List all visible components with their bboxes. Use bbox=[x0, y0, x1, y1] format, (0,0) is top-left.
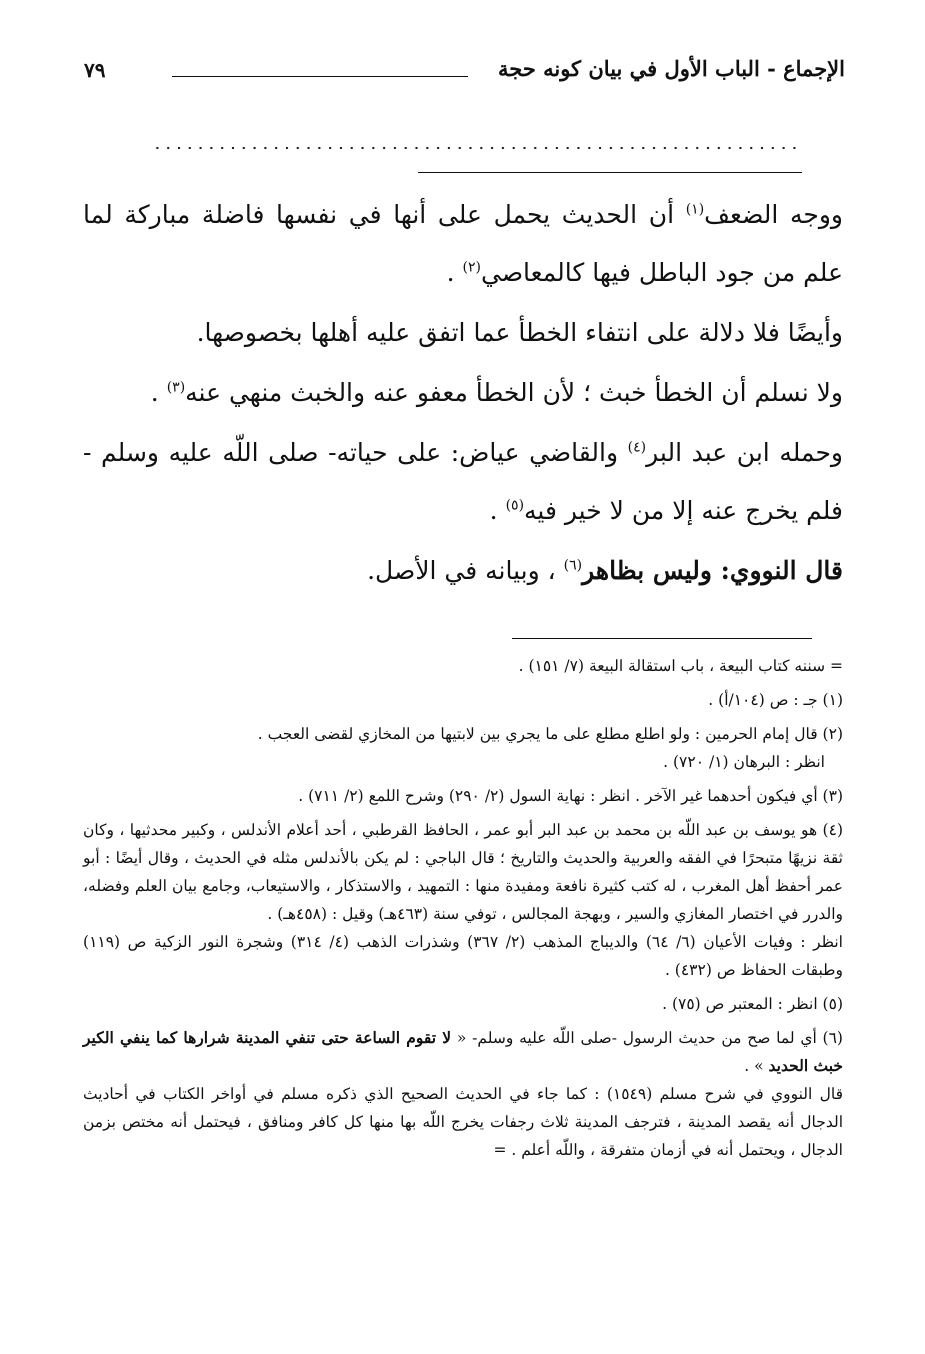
footnote-5: (٥) انظر : المعتبر ص (٧٥) . bbox=[662, 995, 843, 1013]
paragraph-1 bbox=[83, 186, 843, 302]
paragraph-text: . bbox=[446, 258, 463, 287]
footnote-4: (٤) هو يوسف بن عبد اللّه بن محمد بن عبد البر أبو عمر ، الحافظ القرطبي ، أحد أعلام الأندلس ، وكبير محدثيها ، وكان ثقة نزيهًا متبحرًا في الفقه والعربية والحديث والتاريخ ؛ قال الباجي : لم يكن بالأندلس مثله في الحديث ، وقال أيضًا : أبو عمر أحفظ أهل المغرب ، له كتب كثيرة نافعة ومفيدة منها : التمهيد ، والاستذكار ، والاستيعاب، وجامع بيان العلم وفضله، والدرر في اختصار المغازي والسير ، وبهجة المجالس ، توفي سنة (٤٦٣هـ) وقيل : (٤٥٨هـ) . bbox=[83, 821, 843, 923]
paragraph-text: . bbox=[150, 378, 167, 407]
paragraph-text: والقاضي عياض: على حياته- صلى اللّه عليه وسلم - فلم يخرج عنه إلا من لا خير فيه bbox=[83, 438, 843, 525]
footnote-2-reference: انظر : البرهان (١/ ٧٢٠) . bbox=[663, 753, 825, 771]
paragraph-text: ووجه الضعف bbox=[704, 200, 843, 229]
paragraph-4 bbox=[83, 424, 843, 540]
paragraph-5 bbox=[83, 542, 843, 600]
footnote-4-references: انظر : وفيات الأعيان (٦/ ٦٤) والديباج المذهب (٢/ ٣٦٧) وشذرات الذهب (٤/ ٣١٤) وشجرة النور الزكية ص (١١٩) وطبقات الحفاظ ص (٤٣٢) . bbox=[83, 933, 843, 979]
footnote-ref-6: (٦) bbox=[563, 557, 583, 574]
footnote-1: (١) جـ : ص (١٠٤/أ) . bbox=[708, 691, 843, 709]
footnote-2: (٢) قال إمام الحرمين : ولو اطلع مطلع على ما يجري بين لابتيها من المخازي لقضى العجب . bbox=[257, 725, 843, 743]
footnotes bbox=[83, 652, 843, 1164]
footnote-ref-1: (١) bbox=[685, 201, 705, 218]
page-number: ٧٩ bbox=[84, 58, 106, 82]
footnote-carryover: = سننه كتاب البيعة ، باب استقالة البيعة (٧/ ١٥١) . bbox=[518, 657, 843, 675]
footnote-text: (٦) أي لما صح من حديث الرسول -صلى اللّه عليه وسلم- « bbox=[451, 1029, 843, 1047]
header-rule bbox=[172, 76, 468, 77]
paragraph-3 bbox=[83, 364, 843, 422]
paragraph-2: وأيضًا فلا دلالة على انتفاء الخطأ عما اتفق عليه أهلها بخصوصها. bbox=[196, 318, 843, 347]
paragraph-text: ، وبيانه في الأصل. bbox=[367, 556, 564, 585]
footnote-ref-2: (٢) bbox=[462, 259, 481, 276]
footnote-rule bbox=[512, 638, 812, 639]
paragraph-text: ولا نسلم أن الخطأ خبث ؛ لأن الخطأ معفو عنه والخبث منهي عنه bbox=[185, 378, 843, 407]
footnote-ref-4: (٤) bbox=[627, 439, 647, 456]
top-rule bbox=[418, 172, 802, 173]
footnote-ref-3: (٣) bbox=[166, 379, 186, 396]
main-text bbox=[83, 186, 843, 600]
dotted-separator bbox=[152, 146, 802, 150]
hadith-quote: لا تقوم الساعة حتى تنفي المدينة شرارها كما ينفي الكير خبث الحديد bbox=[83, 1028, 843, 1075]
paragraph-text: . bbox=[489, 496, 506, 525]
footnote-6-commentary: قال النووي في شرح مسلم (١٥٤٩) : كما جاء في الحديث الصحيح الذي ذكره مسلم في أواخر الكتاب في أحاديث الدجال أنه يقصد المدينة ، فترجف المدينة ثلاث رجفات يخرج اللّه بها منها كل كافر ومنافق ، فيحتمل أنه مختص بزمن الدجال ، ويحتمل أنه في أزمان متفرقة ، واللّه أعلم . = bbox=[83, 1085, 843, 1159]
footnote-text: » . bbox=[744, 1057, 769, 1075]
footnote-ref-5: (٥) bbox=[505, 497, 525, 514]
footnote-6 bbox=[83, 1024, 843, 1080]
paragraph-text: قال النووي: وليس بظاهر bbox=[582, 556, 843, 585]
paragraph-text: وحمله ابن عبد البر bbox=[646, 438, 844, 467]
paragraph-text: أن الحديث يحمل على أنها في نفسها فاضلة مباركة لما علم من جود الباطل فيها كالمعاصي bbox=[83, 200, 843, 287]
footnote-3: (٣) أي فيكون أحدهما غير الآخر . انظر : نهاية السول (٢/ ٢٩٠) وشرح اللمع (٢/ ٧١١) . bbox=[298, 787, 843, 805]
running-title: الإجماع - الباب الأول في بيان كونه حجة bbox=[498, 56, 845, 81]
